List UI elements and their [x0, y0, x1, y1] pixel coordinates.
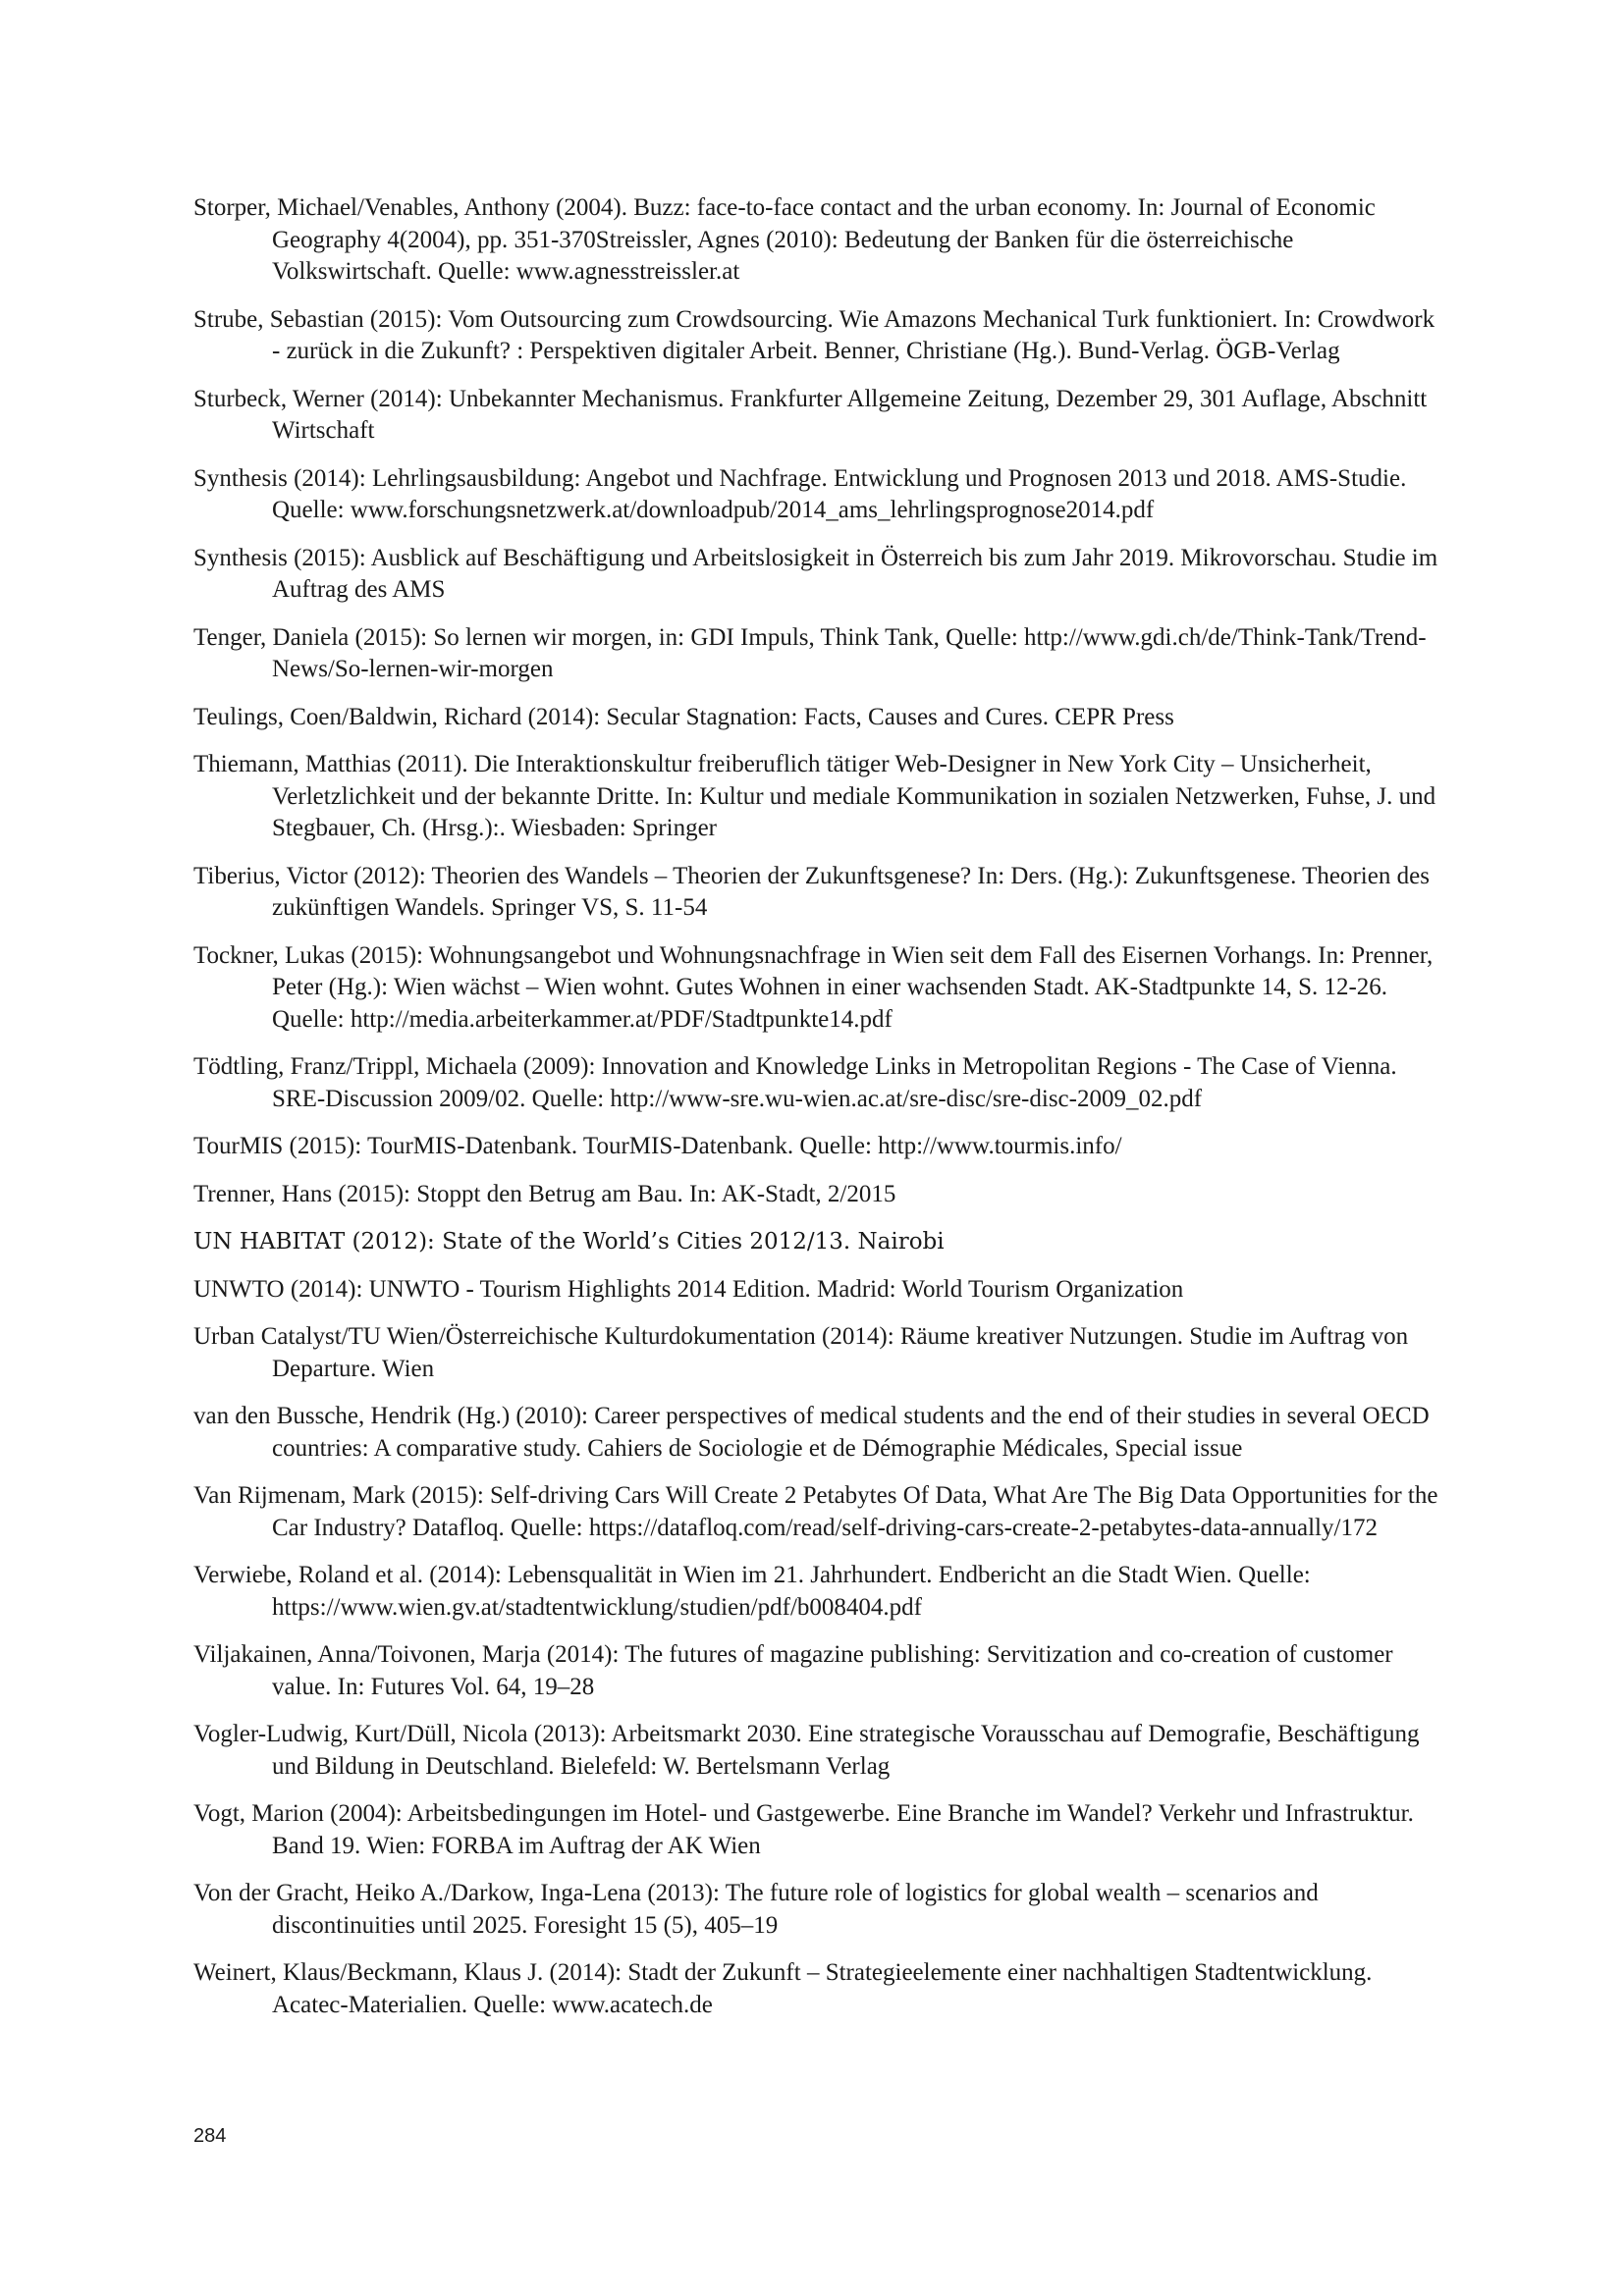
reference-entry: Van Rijmenam, Mark (2015): Self-driving Cars Will Create 2 Petabytes Of Data, What Are The Big Data Opportunities for the Car Industry? Datafloq. Quelle: https://datafloq.com/read/self-driving-cars-create-2-petabytes-data-annually/172 [193, 1482, 1438, 1541]
reference-entry: Viljakainen, Anna/Toivonen, Marja (2014): The futures of magazine publishing: Servitization and co-creation of customer value. In: Futures Vol. 64, 19–28 [193, 1641, 1393, 1700]
reference-entry: Tenger, Daniela (2015): So lernen wir morgen, in: GDI Impuls, Think Tank, Quelle: http://www.gdi.ch/de/Think-Tank/Trend-News/So-lernen-wir-morgen [193, 623, 1427, 682]
reference-entry: Sturbeck, Werner (2014): Unbekannter Mechanismus. Frankfurter Allgemeine Zeitung, Dezember 29, 301 Auflage, Abschnitt Wirtschaft [193, 385, 1428, 444]
page-number: 284 [193, 2125, 227, 2147]
reference-entry: Weinert, Klaus/Beckmann, Klaus J. (2014): Stadt der Zukunft – Strategieelemente einer nachhaltigen Stadtentwicklung. Acatec-Materialien. Quelle: www.acatech.de [193, 1959, 1373, 2018]
reference-entry: Verwiebe, Roland et al. (2014): Lebensqualität in Wien im 21. Jahrhundert. Endbericht an die Stadt Wien. Quelle: https://www.wien.gv.at/stadtentwicklung/studien/pdf/b008404.pdf [193, 1562, 1311, 1621]
reference-list [193, 192, 1438, 2037]
reference-entry: Urban Catalyst/TU Wien/Österreichische Kulturdokumentation (2014): Räume kreativer Nutzungen. Studie im Auftrag von Departure. Wien [193, 1323, 1409, 1382]
reference-entry: Synthesis (2014): Lehrlingsausbildung: Angebot und Nachfrage. Entwicklung und Prognosen 2013 und 2018. AMS-Studie. Quelle: www.forschungsnetzwerk.at/downloadpub/2014_ams_lehrlingsprognose2014.pdf [193, 464, 1407, 523]
reference-entry: Tödtling, Franz/Trippl, Michaela (2009): Innovation and Knowledge Links in Metropolitan Regions - The Case of Vienna. SRE-Discussion 2009/02. Quelle: http://www-sre.wu-wien.ac.at/sre-disc/sre-disc-2009_02.pdf [193, 1053, 1397, 1112]
reference-entry: Synthesis (2015): Ausblick auf Beschäftigung und Arbeitslosigkeit in Österreich bis zum Jahr 2019. Mikrovorschau. Studie im Auftrag des AMS [193, 544, 1438, 603]
reference-entry: UN HABITAT (2012): State of the World’s Cities 2012/13. Nairobi [193, 1229, 945, 1255]
reference-entry: Tiberius, Victor (2012): Theorien des Wandels – Theorien der Zukunftsgenese? In: Ders. (Hg.): Zukunftsgenese. Theorien des zukünftigen Wandels. Springer VS, S. 11-54 [193, 862, 1430, 921]
reference-entry: Trenner, Hans (2015): Stoppt den Betrug am Bau. In: AK-Stadt, 2/2015 [193, 1180, 896, 1207]
reference-entry: Tockner, Lukas (2015): Wohnungsangebot und Wohnungsnachfrage in Wien seit dem Fall des Eisernen Vorhangs. In: Prenner, Peter (Hg.): Wien wächst – Wien wohnt. Gutes Wohnen in einer wachsenden Stadt. AK-Stadtpunkte 14, S. 12-26. Quelle: http://media.arbeiterkammer.at/PDF/Stadtpunkte14.pdf [193, 941, 1434, 1033]
reference-entry: UNWTO (2014): UNWTO - Tourism Highlights 2014 Edition. Madrid: World Tourism Organization [193, 1275, 1184, 1303]
reference-entry: Vogt, Marion (2004): Arbeitsbedingungen im Hotel- und Gastgewerbe. Eine Branche im Wandel? Verkehr und Infrastruktur. Band 19. Wien: FORBA im Auftrag der AK Wien [193, 1800, 1414, 1859]
reference-entry: van den Bussche, Hendrik (Hg.) (2010): Career perspectives of medical students and the end of their studies in several OECD countries: A comparative study. Cahiers de Sociologie et de Démographie Médicales, Special issue [193, 1403, 1430, 1462]
reference-entry: Teulings, Coen/Baldwin, Richard (2014): Secular Stagnation: Facts, Causes and Cures. CEPR Press [193, 703, 1174, 730]
reference-entry: Vogler-Ludwig, Kurt/Düll, Nicola (2013): Arbeitsmarkt 2030. Eine strategische Vorausschau auf Demografie, Beschäftigung und Bildung in Deutschland. Bielefeld: W. Bertelsmann Verlag [193, 1721, 1420, 1780]
reference-entry: Thiemann, Matthias (2011). Die Interaktionskultur freiberuflich tätiger Web-Designer in New York City – Unsicherheit, Verletzlichkeit und der bekannte Dritte. In: Kultur und mediale Kommunikation in sozialen Netzwerken, Fuhse, J. und Stegbauer, Ch. (Hrsg.):. Wiesbaden: Springer [193, 751, 1436, 841]
reference-entry: Von der Gracht, Heiko A./Darkow, Inga-Lena (2013): The future role of logistics for global wealth – scenarios and discontinuities until 2025. Foresight 15 (5), 405–19 [193, 1880, 1319, 1939]
reference-entry: Storper, Michael/Venables, Anthony (2004). Buzz: face-to-face contact and the urban economy. In: Journal of Economic Geography 4(2004), pp. 351-370Streissler, Agnes (2010): Bedeutung der Banken für die österreichische Volkswirtschaft. Quelle: www.agnesstreissler.at [193, 194, 1376, 285]
reference-entry: Strube, Sebastian (2015): Vom Outsourcing zum Crowdsourcing. Wie Amazons Mechanical Turk funktioniert. In: Crowdwork - zurück in die Zukunft? : Perspektiven digitaler Arbeit. Benner, Christiane (Hg.). Bund-Verlag. ÖGB-Verlag [193, 305, 1435, 364]
reference-entry: TourMIS (2015): TourMIS-Datenbank. TourMIS-Datenbank. Quelle: http://www.tourmis.info/ [193, 1133, 1122, 1159]
